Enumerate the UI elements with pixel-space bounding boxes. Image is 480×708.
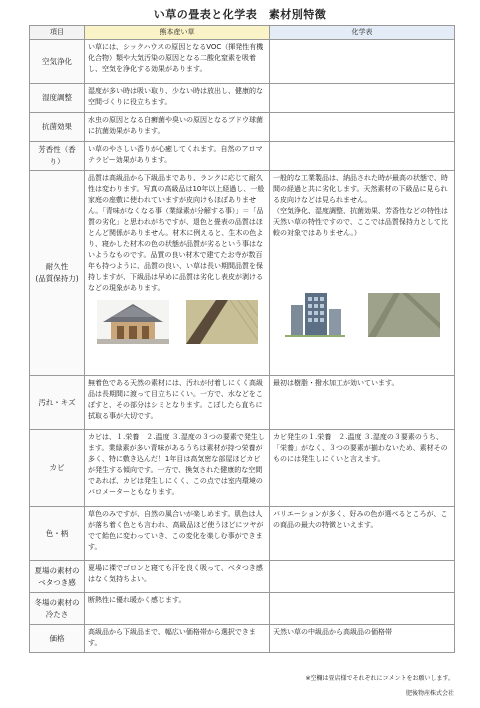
chem-cell: 天然い草の中級品から高級品の価格帯 [270,625,455,653]
chem-cell-with-photos [270,171,455,376]
row-antibacterial [30,113,455,142]
tatami-cell: 品質は高級品から下級品まであり、ランクに応じて耐久性は変わります。写真の高級品は10年以上経過し、一般家庭の座敷に使われていますが皮向けもほぼありません。「青味がなくなる事（業緑素が分解する事）」＝「品質の劣化」と思われがちですが、退色と畳表の品質はほとんど関係がありません。材木に例えると、生木の色より、寝かした材木の色の状態が品質が劣るという事はないようなものです。品質の良い材木で建てたお寺が数百年も持つように、品質の良い、い草は長い期間品質を保持しますが、下級品は早めに品質は劣化し表皮が剥けるなどの現象があります。 [88,174,265,292]
chemical-tatami-image [368,293,440,337]
chem-cell [270,40,455,84]
row-durability [30,171,455,376]
header-chemical: 化学表 [270,26,455,40]
tatami-cell: カビは、１.栄養 ２.温度 ３.湿度の３つの要素で発生します。業緑素が多い青味があるうちは素材が持つ栄養が多く、特に敷き込んだ！1年目は高気密な部屋ほどカビが発生する傾向です。一方で、換気された健康的な空間であれば、カビは発生しにくく、この点では室内環境のバロメーターともなります。 [85,430,270,507]
row-label: 価格 [30,625,85,653]
row-label: 抗菌効果 [30,113,85,142]
table-header-row [30,26,455,40]
tatami-cell: 無着色である天然の素材には、汚れが付着しにくく高級品は長期間に渡って目立ちにくい。一方で、水などをこぼすと、その部分はシミとなります。こぼしたら直ちに拭取る事が大切です。 [85,376,270,430]
chem-cell [270,593,455,625]
header-item: 項目 [30,26,85,40]
tatami-cell: い草には、シックハウスの原因となるVOC（揮発性有機化合物）類や大気汚染の原因となる二酸化窒素を吸着し、空気を浄化する効果があります。 [85,40,270,84]
temple-image [97,300,169,344]
row-color-pattern [30,507,455,561]
row-humidity [30,84,455,113]
tatami-cell: い草のやさしい香りが心癒してくれます。自然のアロマテラピー効果があります。 [85,142,270,171]
office-building-image [285,289,345,337]
row-label: 汚れ・キズ [30,376,85,430]
row-summer-stickiness [30,561,455,593]
tatami-photos [88,300,266,346]
tatami-cell: 断熱性に優れ暖かく感じます。 [85,593,270,625]
chem-cell [270,142,455,171]
tatami-cell: 夏場に裸でゴロンと寝ても汗を良く吸って、ベタつき感はなく気持ちよい。 [85,561,270,593]
chem-cell: バリエーションが多く、好みの色が選べるところが、この商品の最大の特徴といえます。 [270,507,455,561]
row-label: 芳香性（香り） [30,142,85,171]
row-label: カビ [30,430,85,507]
row-label: 夏場の素材の ベタつき感 [30,561,85,593]
page-title: い草の畳表と化学表 素材別特徴 [153,8,327,21]
chem-cell [270,84,455,113]
row-winter-coldness [30,593,455,625]
tatami-cell: 水虫の原因となる白癬菌や臭いの原因となるブドウ球菌に抗菌効果があります。 [85,113,270,142]
company-name: 肥後物産株式会社 [405,690,454,697]
row-label: 耐久性 (品質保持力) [30,171,85,376]
row-label: 空気浄化 [30,40,85,84]
chem-cell [270,561,455,593]
chem-photos [273,289,451,339]
row-label: 冬場の素材の 冷たさ [30,593,85,625]
comparison-table [29,25,455,653]
chem-cell [270,113,455,142]
tatami-cell: 草色のみですが、自然の風合いが楽しめます。肌色は人が落ち着く色とも言われ、高級品ほど使うほどにツヤがでて飴色に変わっていき、この変化を楽しむ事ができます。 [85,507,270,561]
row-price [30,625,455,653]
row-label: 色・柄 [30,507,85,561]
row-stains [30,376,455,430]
row-fragrance [30,142,455,171]
footnote: ※空欄は畳店様でそれぞれにコメントをお願いします。 [305,675,454,682]
chem-cell: 最初は樹脂・撥水加工が効いています。 [270,376,455,430]
chem-cell: 一般的な工業製品は、納品された時が最高の状態で、時間の経過と共に劣化します。天然素材の下級品に見られる皮向けなどは見られません。 （空気浄化、湿度調整、抗菌効果、芳香性などの特性は天然い草の特性ですので、ここでは品質保持力として比較の対象ではありません。） [273,174,448,237]
tatami-cell: 高級品から下級品まで、幅広い価格帯から選択できます。 [85,625,270,653]
chem-cell: カビ発生の１.栄養 ２.温度 ３.湿度の３要素のうち、「栄養」がなく、３つの要素が揃わないため、素材そのものには発生しにくいと言えます。 [270,430,455,507]
row-air-purification [30,40,455,84]
header-tatami: 熊本産い草 [85,26,270,40]
tatami-mat-image [186,300,258,344]
tatami-cell-with-photos [85,171,270,376]
row-label: 湿度調整 [30,84,85,113]
tatami-cell: 湿度が多い時は吸い取り、少ない時は放出し、健康的な空間づくりに役立ちます。 [85,84,270,113]
row-mold [30,430,455,507]
